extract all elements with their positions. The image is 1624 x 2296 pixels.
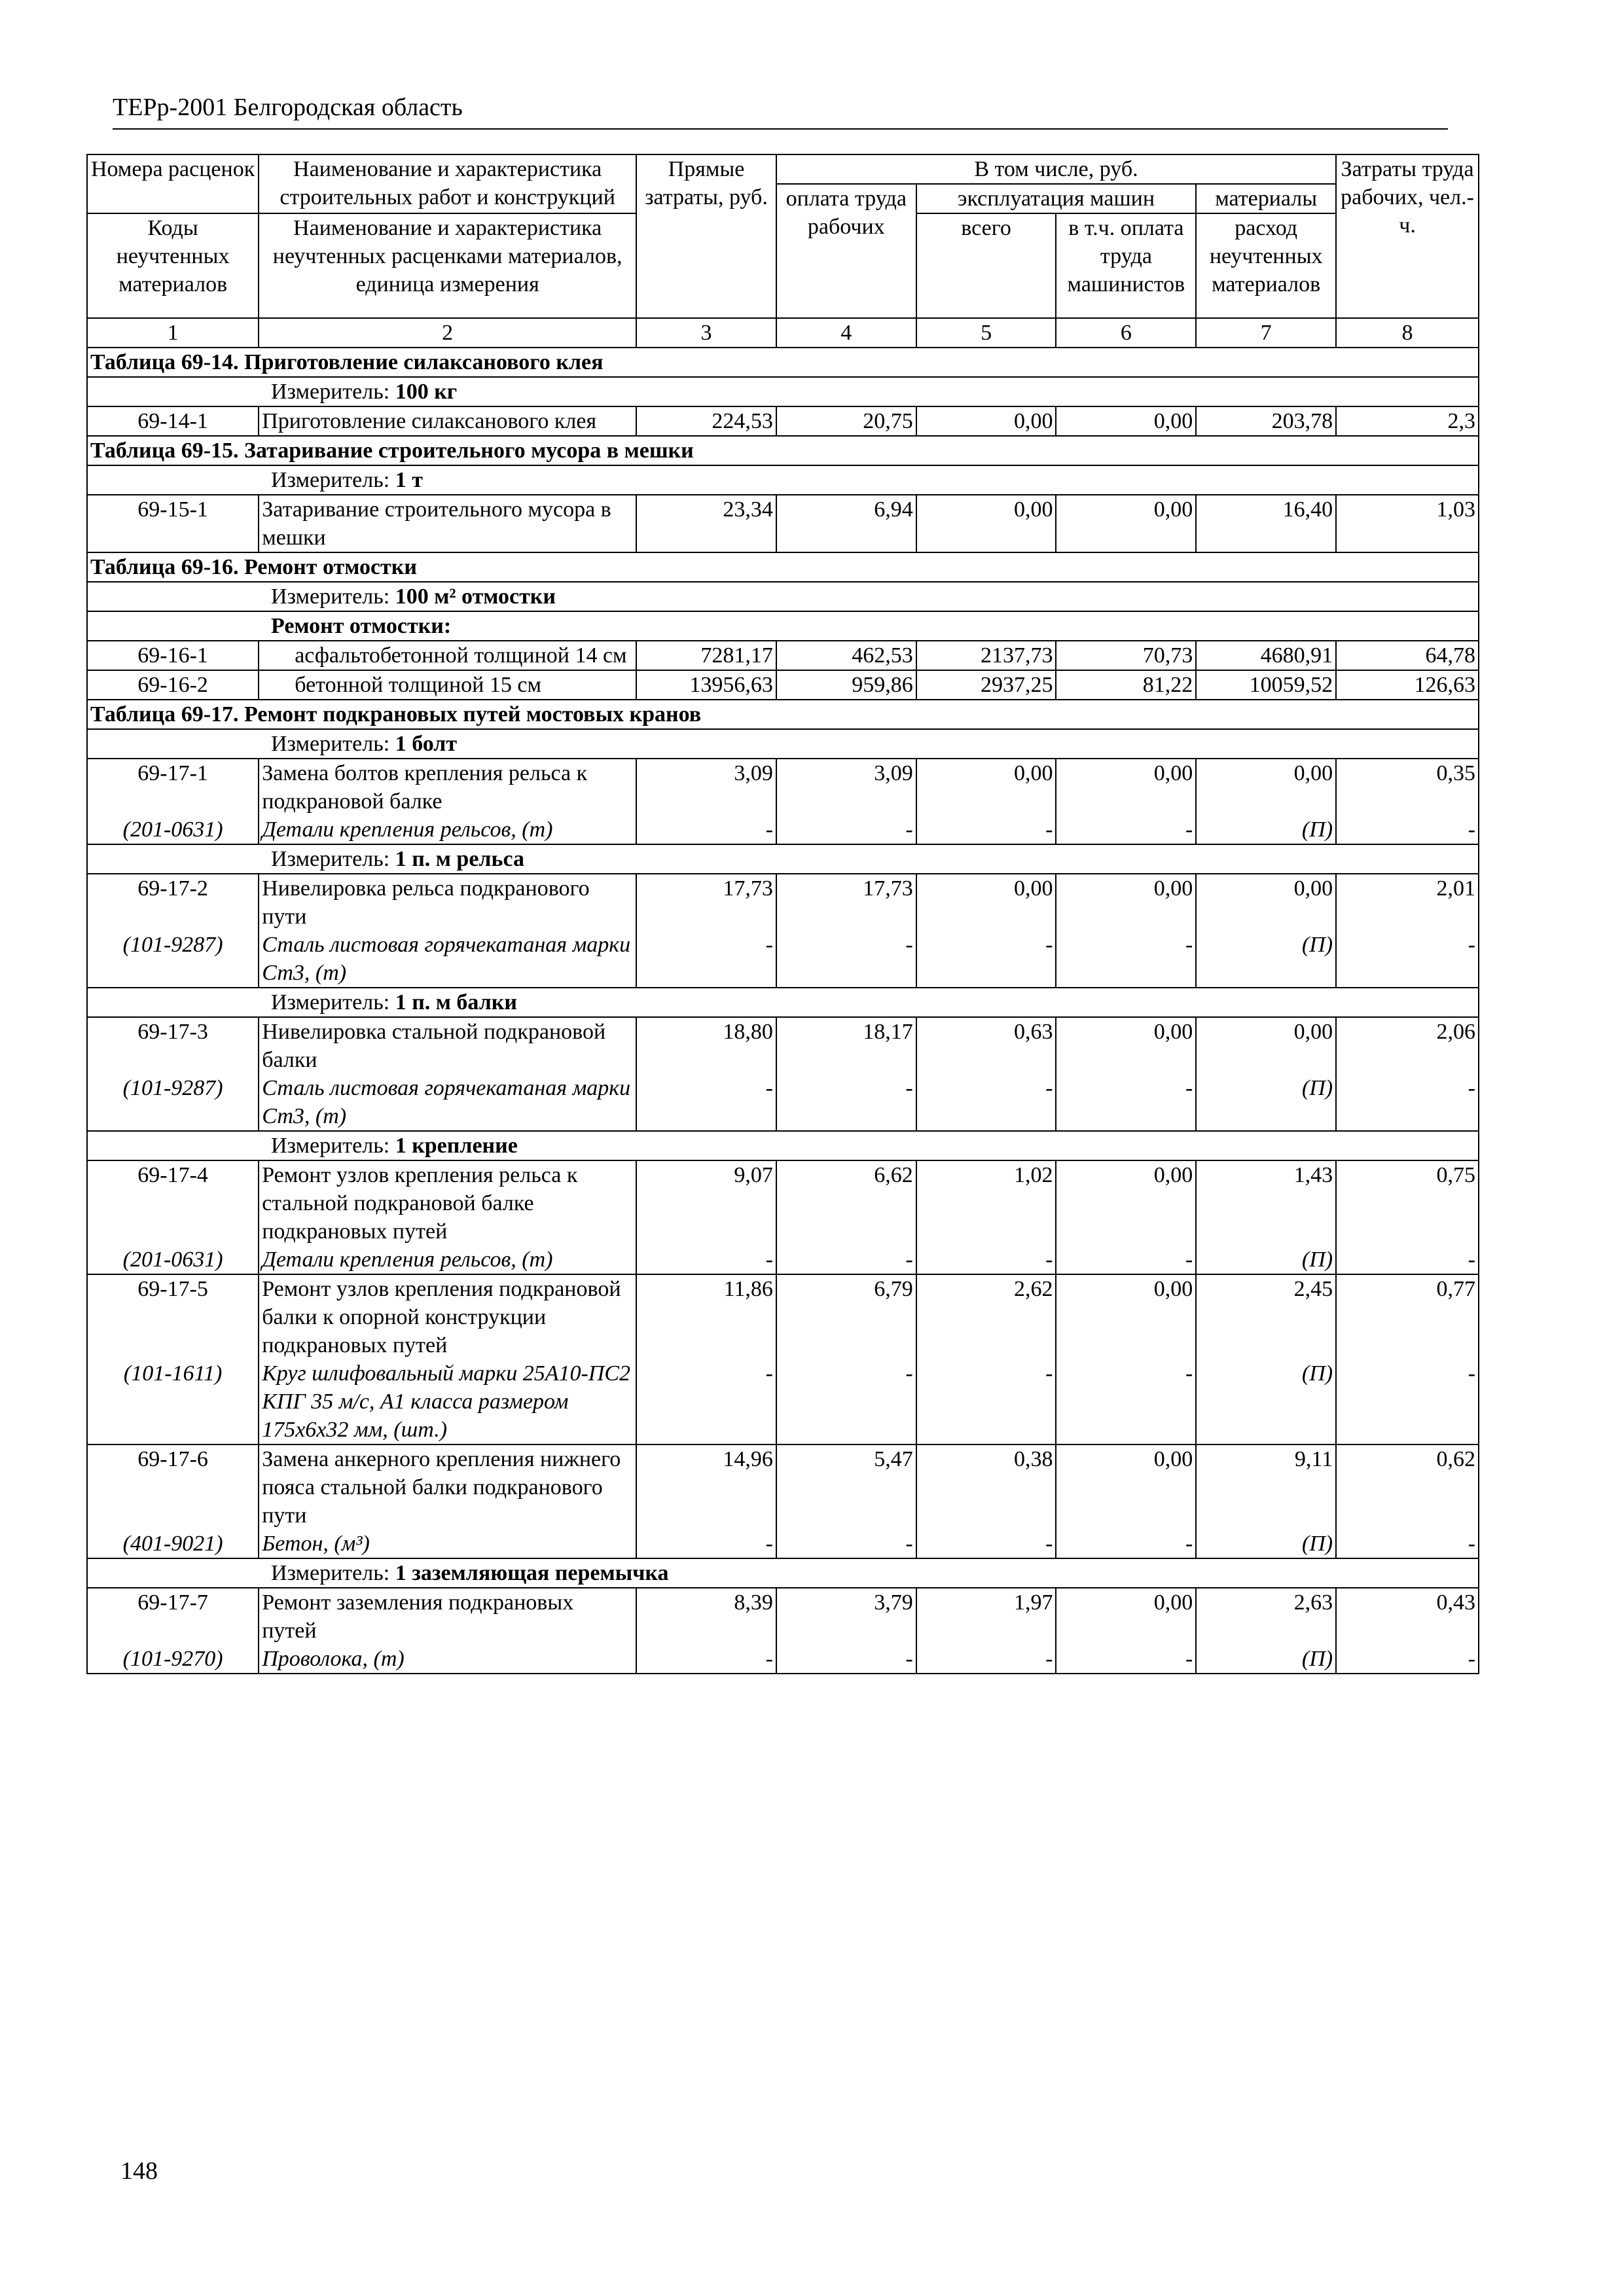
section-title-69-15: Таблица 69-15. Затаривание строительного мусора в мешки: [87, 436, 1479, 465]
rate-name: Ремонт узлов крепления подкрановой балки к опорной конструкции подкрановых путей: [259, 1274, 636, 1359]
rate-name: Замена болтов крепления рельса к подкрановой балке: [259, 759, 636, 816]
dash: -: [636, 1530, 776, 1558]
table-row: [87, 1160, 1479, 1246]
material-code: (101-9287): [87, 931, 259, 988]
value-direct: 18,80: [636, 1017, 776, 1074]
material-name: Бетон, (м³): [259, 1530, 636, 1558]
dash: -: [1336, 1246, 1479, 1274]
rate-name: бетонной толщиной 15 см: [259, 670, 636, 700]
document-header: ТЕРр-2001 Белгородская область: [113, 93, 1448, 130]
rate-code: 69-17-4: [87, 1160, 259, 1246]
section-title-69-14: Таблица 69-14. Приготовление силаксанового клея: [87, 348, 1479, 377]
material-row: [87, 1645, 1479, 1674]
header-col2-bottom: Наименование и характеристика неучтенных расценками материалов, единица измерения: [259, 213, 636, 318]
value-labor: 5,47: [776, 1444, 916, 1530]
rate-code: 69-17-2: [87, 874, 259, 931]
dash: -: [776, 1530, 916, 1558]
dash: -: [1056, 816, 1196, 844]
value-direct: 7281,17: [636, 641, 776, 670]
value-direct: 17,73: [636, 874, 776, 931]
dash: -: [776, 1645, 916, 1674]
dash: -: [1336, 1645, 1479, 1674]
value-machines: 2937,25: [916, 670, 1056, 700]
value-machines: 0,00: [916, 874, 1056, 931]
table-row: [87, 1274, 1479, 1359]
value-labor-hours: 0,43: [1336, 1588, 1479, 1645]
rate-name: Нивелировка стальной подкрановой балки: [259, 1017, 636, 1074]
rates-table: [86, 154, 1479, 1674]
header-col8: Затраты труда рабочих, чел.-ч.: [1336, 154, 1479, 318]
value-labor: 17,73: [776, 874, 916, 931]
section-title-69-17: Таблица 69-17. Ремонт подкрановых путей мостовых кранов: [87, 700, 1479, 729]
value-materials: 10059,52: [1196, 670, 1336, 700]
dash: -: [1056, 1246, 1196, 1274]
measure-69-17-2: Измеритель: 1 п. м рельса: [87, 844, 1479, 874]
p-mark: (П): [1196, 1246, 1336, 1274]
value-direct: 9,07: [636, 1160, 776, 1246]
material-row: [87, 1530, 1479, 1558]
material-row: [87, 1074, 1479, 1131]
value-labor-hours: 2,06: [1336, 1017, 1479, 1074]
value-operators: 0,00: [1056, 1274, 1196, 1359]
table-row: [87, 670, 1479, 700]
dash: -: [636, 1359, 776, 1444]
col-num-5: 5: [916, 318, 1056, 348]
rate-name: асфальтобетонной толщиной 14 см: [259, 641, 636, 670]
material-code: (101-1611): [87, 1359, 259, 1444]
rate-code: 69-17-6: [87, 1444, 259, 1530]
measure-69-15: Измеритель: 1 т: [87, 465, 1479, 495]
dash: -: [636, 1246, 776, 1274]
value-materials: 2,63: [1196, 1588, 1336, 1645]
value-machines: 2,62: [916, 1274, 1056, 1359]
value-machines: 1,97: [916, 1588, 1056, 1645]
col-num-1: 1: [87, 318, 259, 348]
dash: -: [1336, 1359, 1479, 1444]
dash: -: [1056, 1074, 1196, 1131]
value-direct: 14,96: [636, 1444, 776, 1530]
dash: -: [776, 1074, 916, 1131]
material-row: [87, 931, 1479, 988]
value-materials: 1,43: [1196, 1160, 1336, 1246]
dash: -: [916, 1645, 1056, 1674]
rate-name: Ремонт узлов крепления рельса к стальной подкрановой балке подкрановых путей: [259, 1160, 636, 1246]
value-operators: 0,00: [1056, 1160, 1196, 1246]
material-name: Проволока, (т): [259, 1645, 636, 1674]
value-labor: 3,09: [776, 759, 916, 816]
dash: -: [916, 816, 1056, 844]
value-labor: 959,86: [776, 670, 916, 700]
dash: -: [1336, 931, 1479, 988]
material-row: [87, 1359, 1479, 1444]
dash: -: [776, 816, 916, 844]
value-direct: 13956,63: [636, 670, 776, 700]
measure-69-17-7: Измеритель: 1 заземляющая перемычка: [87, 1558, 1479, 1588]
dash: -: [776, 1359, 916, 1444]
dash: -: [1056, 1530, 1196, 1558]
value-materials: 203,78: [1196, 406, 1336, 436]
header-group: В том числе, руб.: [776, 154, 1336, 184]
value-labor-hours: 126,63: [1336, 670, 1479, 700]
dash: -: [1336, 1530, 1479, 1558]
header-col7: расход неучтенных материалов: [1196, 213, 1336, 318]
value-labor-hours: 2,3: [1336, 406, 1479, 436]
material-name: Круг шлифовальный марки 25А10-ПС2 КПГ 35 м/с, А1 класса размером 175х6х32 мм, (шт.): [259, 1359, 636, 1444]
measure-69-16: Измеритель: 100 м² отмостки: [87, 582, 1479, 611]
value-labor: 462,53: [776, 641, 916, 670]
value-labor-hours: 64,78: [1336, 641, 1479, 670]
table-row: [87, 495, 1479, 552]
rate-code: 69-14-1: [87, 406, 259, 436]
value-materials: 2,45: [1196, 1274, 1336, 1359]
p-mark: (П): [1196, 1359, 1336, 1444]
value-operators: 0,00: [1056, 1588, 1196, 1645]
value-machines: 0,00: [916, 759, 1056, 816]
col-num-6: 6: [1056, 318, 1196, 348]
dash: -: [1336, 1074, 1479, 1131]
value-machines: 0,38: [916, 1444, 1056, 1530]
dash: -: [636, 816, 776, 844]
value-labor: 20,75: [776, 406, 916, 436]
value-operators: 0,00: [1056, 406, 1196, 436]
material-code: (101-9270): [87, 1645, 259, 1674]
rate-name: Замена анкерного крепления нижнего пояса стальной балки подкранового пути: [259, 1444, 636, 1530]
header-col1-bottom: Коды неучтенных материалов: [87, 213, 259, 318]
measure-69-17-1: Измеритель: 1 болт: [87, 729, 1479, 759]
p-mark: (П): [1196, 1530, 1336, 1558]
value-labor-hours: 0,62: [1336, 1444, 1479, 1530]
value-materials: 0,00: [1196, 1017, 1336, 1074]
dash: -: [1056, 1645, 1196, 1674]
material-row: [87, 1246, 1479, 1274]
value-materials: 0,00: [1196, 874, 1336, 931]
header-machines: эксплуатация машин: [916, 184, 1197, 213]
value-materials: 9,11: [1196, 1444, 1336, 1530]
value-labor-hours: 0,35: [1336, 759, 1479, 816]
material-row: [87, 816, 1479, 844]
value-labor: 6,79: [776, 1274, 916, 1359]
dash: -: [636, 931, 776, 988]
table-row: [87, 1444, 1479, 1530]
col-num-7: 7: [1196, 318, 1336, 348]
value-labor: 6,62: [776, 1160, 916, 1246]
dash: -: [1056, 931, 1196, 988]
dash: -: [916, 1246, 1056, 1274]
table-row: [87, 1588, 1479, 1645]
dash: -: [776, 931, 916, 988]
table-row: [87, 1017, 1479, 1074]
measure-69-17-4: Измеритель: 1 крепление: [87, 1131, 1479, 1160]
value-labor-hours: 0,77: [1336, 1274, 1479, 1359]
dash: -: [916, 931, 1056, 988]
material-code: (201-0631): [87, 1246, 259, 1274]
value-operators: 0,00: [1056, 874, 1196, 931]
dash: -: [776, 1246, 916, 1274]
value-machines: 0,00: [916, 406, 1056, 436]
rate-code: 69-17-3: [87, 1017, 259, 1074]
header-col4: оплата труда рабочих: [776, 184, 916, 318]
col-num-3: 3: [636, 318, 776, 348]
material-name: Детали крепления рельсов, (т): [259, 816, 636, 844]
p-mark: (П): [1196, 816, 1336, 844]
material-code: (401-9021): [87, 1530, 259, 1558]
header-materials: материалы: [1196, 184, 1336, 213]
table-row: [87, 759, 1479, 816]
value-direct: 224,53: [636, 406, 776, 436]
rate-code: 69-16-1: [87, 641, 259, 670]
rate-code: 69-17-5: [87, 1274, 259, 1359]
measure-69-14: Измеритель: 100 кг: [87, 377, 1479, 406]
rate-name: Затаривание строительного мусора в мешки: [259, 495, 636, 552]
value-direct: 23,34: [636, 495, 776, 552]
measure-69-17-3: Измеритель: 1 п. м балки: [87, 988, 1479, 1017]
material-code: (101-9287): [87, 1074, 259, 1131]
value-direct: 3,09: [636, 759, 776, 816]
p-mark: (П): [1196, 931, 1336, 988]
rate-name: Ремонт заземления подкрановых путей: [259, 1588, 636, 1645]
material-name: Сталь листовая горячекатаная марки Ст3, (т): [259, 1074, 636, 1131]
value-labor-hours: 2,01: [1336, 874, 1479, 931]
page-number: 148: [120, 2157, 158, 2185]
value-machines: 1,02: [916, 1160, 1056, 1246]
value-materials: 16,40: [1196, 495, 1336, 552]
value-machines: 0,63: [916, 1017, 1056, 1074]
table-row: [87, 874, 1479, 931]
table-row: [87, 641, 1479, 670]
rate-code: 69-16-2: [87, 670, 259, 700]
header-col2-top: Наименование и характеристика строительных работ и конструкций: [259, 154, 636, 213]
rate-name: Приготовление силаксанового клея: [259, 406, 636, 436]
col-num-2: 2: [259, 318, 636, 348]
dash: -: [1336, 816, 1479, 844]
dash: -: [916, 1359, 1056, 1444]
header-col5: всего: [916, 213, 1056, 318]
value-machines: 2137,73: [916, 641, 1056, 670]
value-labor-hours: 0,75: [1336, 1160, 1479, 1246]
header-col6: в т.ч. оплата труда машинистов: [1056, 213, 1196, 318]
rate-code: 69-15-1: [87, 495, 259, 552]
table-row: [87, 406, 1479, 436]
value-labor: 18,17: [776, 1017, 916, 1074]
material-code: (201-0631): [87, 816, 259, 844]
dash: -: [916, 1074, 1056, 1131]
value-direct: 8,39: [636, 1588, 776, 1645]
rate-code: 69-17-7: [87, 1588, 259, 1645]
dash: -: [916, 1530, 1056, 1558]
col-num-4: 4: [776, 318, 916, 348]
value-operators: 0,00: [1056, 495, 1196, 552]
value-operators: 81,22: [1056, 670, 1196, 700]
p-mark: (П): [1196, 1645, 1336, 1674]
value-operators: 0,00: [1056, 1017, 1196, 1074]
header-col1-top: Номера расценок: [87, 154, 259, 213]
value-operators: 70,73: [1056, 641, 1196, 670]
dash: -: [1056, 1359, 1196, 1444]
rate-name: Нивелировка рельса подкранового пути: [259, 874, 636, 931]
subgroup-title: Ремонт отмостки:: [87, 611, 1479, 641]
value-direct: 11,86: [636, 1274, 776, 1359]
value-machines: 0,00: [916, 495, 1056, 552]
dash: -: [636, 1645, 776, 1674]
value-labor-hours: 1,03: [1336, 495, 1479, 552]
value-materials: 0,00: [1196, 759, 1336, 816]
material-name: Сталь листовая горячекатаная марки Ст3, (т): [259, 931, 636, 988]
value-labor: 6,94: [776, 495, 916, 552]
section-title-69-16: Таблица 69-16. Ремонт отмостки: [87, 552, 1479, 582]
p-mark: (П): [1196, 1074, 1336, 1131]
value-labor: 3,79: [776, 1588, 916, 1645]
value-operators: 0,00: [1056, 1444, 1196, 1530]
dash: -: [636, 1074, 776, 1131]
value-operators: 0,00: [1056, 759, 1196, 816]
col-num-8: 8: [1336, 318, 1479, 348]
material-name: Детали крепления рельсов, (т): [259, 1246, 636, 1274]
header-col3: Прямые затраты, руб.: [636, 154, 776, 318]
value-materials: 4680,91: [1196, 641, 1336, 670]
rate-code: 69-17-1: [87, 759, 259, 816]
